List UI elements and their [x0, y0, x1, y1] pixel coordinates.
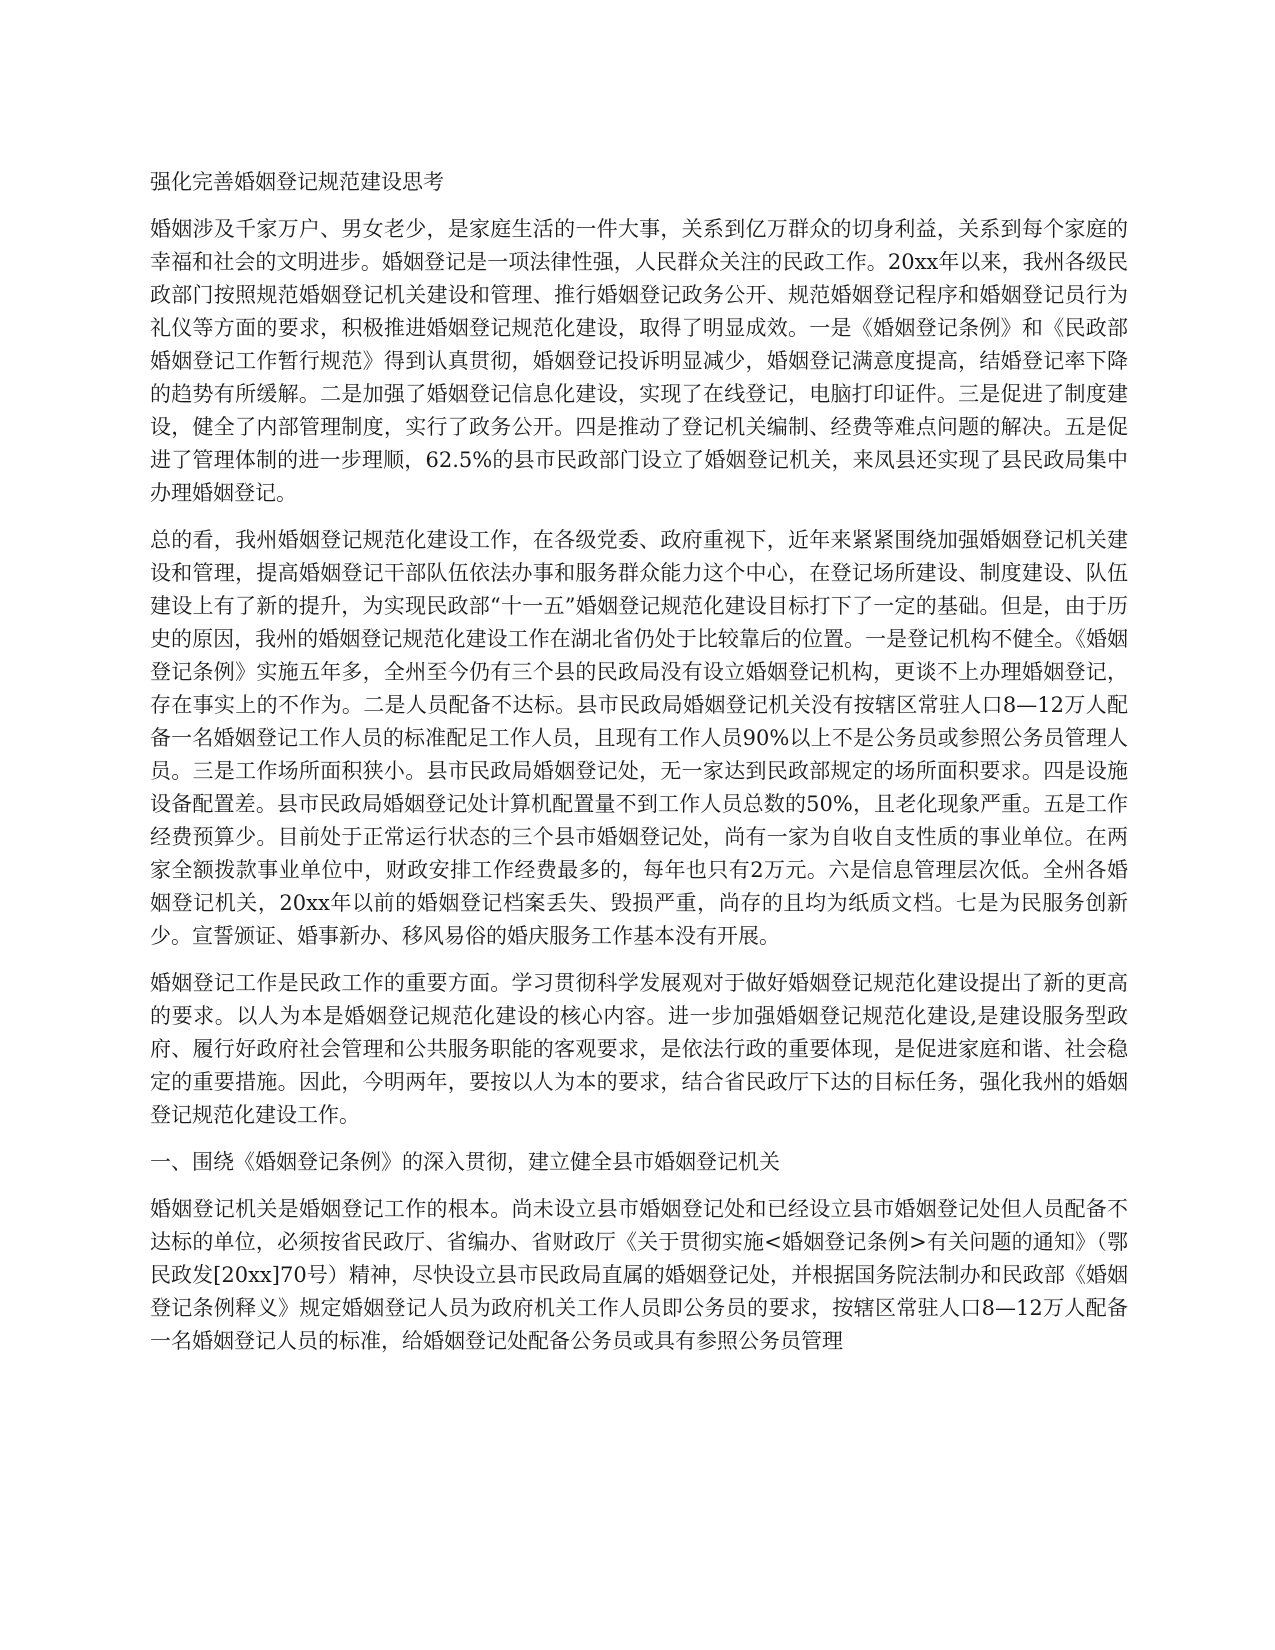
- paragraph-section-1: 婚姻登记机关是婚姻登记工作的根本。尚未设立县市婚姻登记处和已经设立县市婚姻登记处但人员配备不达标的单位，必须按省民政厅、省编办、省财政厅《关于贯彻实施<婚姻登记条例>有关问题的通知》（鄂民政发[20xx]70号）精神，尽快设立县市民政局直属的婚姻登记处，并根据国务院法制办和民政部《婚姻登记条例释义》规定婚姻登记人员为政府机关工作人员即公务员的要求，按辖区常驻人口8—12万人配备一名婚姻登记人员的标准，给婚姻登记处配备公务员或具有参照公务员管理: [150, 1197, 1128, 1353]
- document-title: 强化完善婚姻登记规范建设思考: [150, 170, 444, 194]
- paragraph-importance: 婚姻登记工作是民政工作的重要方面。学习贯彻科学发展观对于做好婚姻登记规范化建设提出了新的更高的要求。以人为本是婚姻登记规范化建设的核心内容。进一步加强婚姻登记规范化建设,是建设服务型政府、履行好政府社会管理和公共服务职能的客观要求，是依法行政的重要体现，是促进家庭和谐、社会稳定的重要措施。因此，今明两年，要按以人为本的要求，结合省民政厅下达的目标任务，强化我州的婚姻登记规范化建设工作。: [150, 971, 1128, 1127]
- section-heading: 一、围绕《婚姻登记条例》的深入贯彻，建立健全县市婚姻登记机关: [150, 1150, 780, 1174]
- document-page: [150, 166, 1128, 1372]
- paragraph-intro: 婚姻涉及千家万户、男女老少，是家庭生活的一件大事，关系到亿万群众的切身利益，关系到每个家庭的幸福和社会的文明进步。婚姻登记是一项法律性强，人民群众关注的民政工作。20xx年以来，我州各级民政部门按照规范婚姻登记机关建设和管理、推行婚姻登记政务公开、规范婚姻登记程序和婚姻登记员行为礼仪等方面的要求，积极推进婚姻登记规范化建设，取得了明显成效。一是《婚姻登记条例》和《民政部婚姻登记工作暂行规范》得到认真贯彻，婚姻登记投诉明显减少，婚姻登记满意度提高，结婚登记率下降的趋势有所缓解。二是加强了婚姻登记信息化建设，实现了在线登记，电脑打印证件。三是促进了制度建设，健全了内部管理制度，实行了政务公开。四是推动了登记机关编制、经费等难点问题的解决。五是促进了管理体制的进一步理顺，62.5%的县市民政部门设立了婚姻登记机关，来凤县还实现了县民政局集中办理婚姻登记。: [150, 217, 1128, 505]
- paragraph-overview: 总的看，我州婚姻登记规范化建设工作，在各级党委、政府重视下，近年来紧紧围绕加强婚姻登记机关建设和管理，提高婚姻登记干部队伍依法办事和服务群众能力这个中心，在登记场所建设、制度建设、队伍建设上有了新的提升，为实现民政部“十一五”婚姻登记规范化建设目标打下了一定的基础。但是，由于历史的原因，我州的婚姻登记规范化建设工作在湖北省仍处于比较靠后的位置。一是登记机构不健全。《婚姻登记条例》实施五年多，全州至今仍有三个县的民政局没有设立婚姻登记机构，更谈不上办理婚姻登记，存在事实上的不作为。二是人员配备不达标。县市民政局婚姻登记机关没有按辖区常驻人口8—12万人配备一名婚姻登记工作人员的标准配足工作人员，且现有工作人员90%以上不是公务员或参照公务员管理人员。三是工作场所面积狭小。县市民政局婚姻登记处，无一家达到民政部规定的场所面积要求。四是设施设备配置差。县市民政局婚姻登记处计算机配置量不到工作人员总数的50%，且老化现象严重。五是工作经费预算少。目前处于正常运行状态的三个县市婚姻登记处，尚有一家为自收自支性质的事业单位。在两家全额拨款事业单位中，财政安排工作经费最多的，每年也只有2万元。六是信息管理层次低。全州各婚姻登记机关，20xx年以前的婚姻登记档案丢失、毁损严重，尚存的且均为纸质文档。七是为民服务创新少。宣誓颁证、婚事新办、移风易俗的婚庆服务工作基本没有开展。: [150, 528, 1128, 948]
